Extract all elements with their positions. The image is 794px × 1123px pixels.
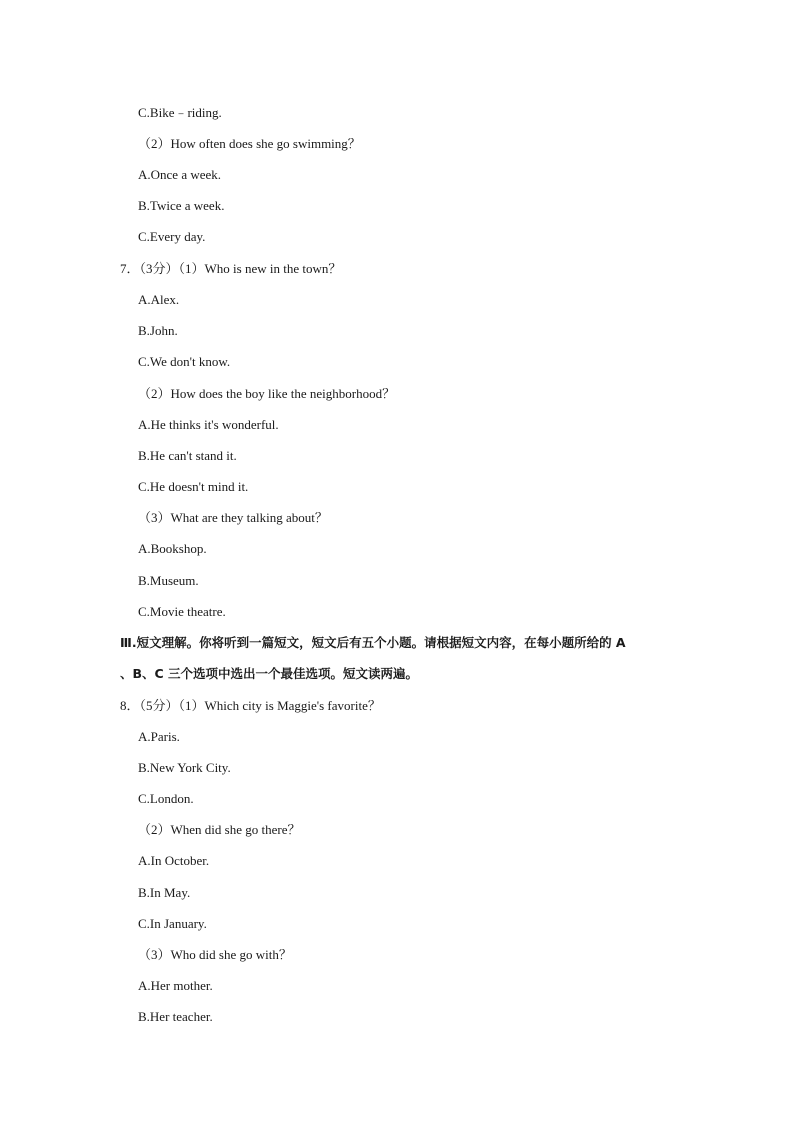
sub-question-line: （2）When did she go there？ xyxy=(138,822,301,837)
option-line: A.Bookshop. xyxy=(138,541,207,556)
option-line: C.London. xyxy=(138,791,194,806)
option-line: B.John. xyxy=(138,323,178,338)
section-heading: Ⅲ.短文理解。你将听到一篇短文，短文后有五个小题。请根据短文内容，在每小题所给的 A xyxy=(120,635,626,650)
option-line: A.In October. xyxy=(138,853,210,868)
question-line: 7．（3分）（1）Who is new in the town？ xyxy=(120,261,342,276)
sub-question-line: （2）How does the boy like the neighborhood？ xyxy=(138,386,396,401)
option-line: B.New York City. xyxy=(138,760,231,775)
option-line: A.He thinks it's wonderful. xyxy=(138,417,279,432)
option-line: A.Once a week. xyxy=(138,167,222,182)
option-line: B.He can't stand it. xyxy=(138,448,237,463)
option-line: C.Bike﹣riding. xyxy=(138,105,222,120)
sub-question-line: （3）Who did she go with？ xyxy=(138,947,292,962)
section-heading-continued: 、B、C 三个选项中选出一个最佳选项。短文读两遍。 xyxy=(120,666,419,681)
option-line: C.We don't know. xyxy=(138,354,231,369)
sub-question-line: （3）What are they talking about？ xyxy=(138,510,328,525)
option-line: B.Her teacher. xyxy=(138,1009,213,1024)
option-line: B.Twice a week. xyxy=(138,198,225,213)
option-line: B.In May. xyxy=(138,885,191,900)
option-line: C.Every day. xyxy=(138,229,206,244)
option-line: A.Paris. xyxy=(138,729,180,744)
question-line: 8．（5分）（1）Which city is Maggie's favorite？ xyxy=(120,698,381,713)
option-line: A.Alex. xyxy=(138,292,180,307)
option-line: B.Museum. xyxy=(138,573,199,588)
sub-question-line: （2）How often does she go swimming？ xyxy=(138,136,361,151)
option-line: C.Movie theatre. xyxy=(138,604,226,619)
option-line: C.He doesn't mind it. xyxy=(138,479,249,494)
option-line: C.In January. xyxy=(138,916,207,931)
option-line: A.Her mother. xyxy=(138,978,213,993)
